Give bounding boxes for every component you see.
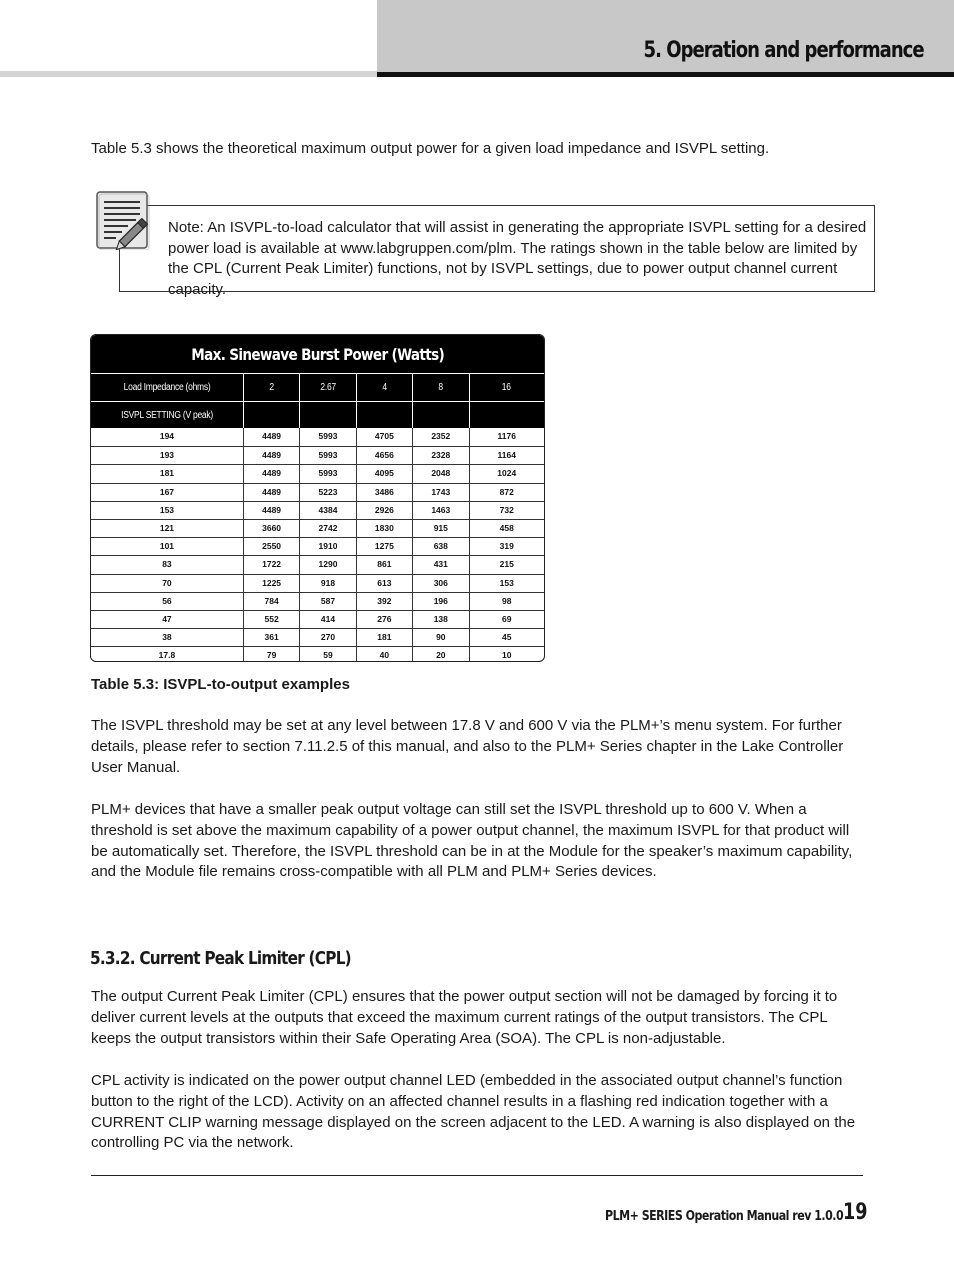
power-value-cell: 79 (243, 646, 299, 662)
power-value-cell: 2048 (412, 464, 468, 482)
table-row (91, 446, 544, 464)
power-value-cell: 638 (412, 537, 468, 555)
header-title-box (377, 0, 954, 72)
table-row (91, 555, 544, 573)
power-value-cell: 613 (356, 574, 412, 592)
impedance-header: 16 (469, 374, 545, 401)
table-caption: Table 5.3: ISVPL-to-output examples (91, 676, 350, 693)
intro-paragraph: Table 5.3 shows the theoretical maximum output power for a given load impedance and ISVPL setting. (91, 140, 770, 157)
power-value-cell: 59 (299, 646, 355, 662)
table-row (91, 501, 544, 519)
power-value-cell: 2328 (412, 446, 468, 464)
isvpl-value-cell: 83 (91, 555, 243, 573)
isvpl-value-cell: 70 (91, 574, 243, 592)
power-value-cell: 2926 (356, 501, 412, 519)
table-row (91, 592, 544, 610)
power-value-cell: 5223 (299, 483, 355, 501)
power-value-cell: 4489 (243, 428, 299, 446)
power-value-cell: 431 (412, 555, 468, 573)
power-value-cell: 1024 (469, 464, 545, 482)
header-cell (412, 401, 468, 428)
power-value-cell: 732 (469, 501, 545, 519)
isvpl-value-cell: 56 (91, 592, 243, 610)
header-gray-bar (0, 71, 377, 77)
power-value-cell: 1830 (356, 519, 412, 537)
power-value-cell: 2352 (412, 428, 468, 446)
power-value-cell: 3486 (356, 483, 412, 501)
paragraph-isvpl-threshold: The ISVPL threshold may be set at any level between 17.8 V and 600 V via the PLM+’s menu system. For further details, please refer to section 7.11.2.5 of this manual, and also to the PLM+ Series chapter in the Lake Controller User Manual. (91, 717, 844, 776)
power-value-cell: 552 (243, 610, 299, 628)
power-value-cell: 69 (469, 610, 545, 628)
power-value-cell: 215 (469, 555, 545, 573)
power-value-cell: 3660 (243, 519, 299, 537)
power-value-cell: 414 (299, 610, 355, 628)
power-value-cell: 1463 (412, 501, 468, 519)
header-cell (299, 401, 355, 428)
power-value-cell: 98 (469, 592, 545, 610)
page-number: 19 (843, 1200, 868, 1225)
isvpl-value-cell: 194 (159, 431, 175, 441)
power-table (90, 334, 545, 662)
footer-manual-title: PLM+ SERIES Operation Manual rev 1.0.0 (605, 1209, 844, 1224)
header-cell (356, 401, 412, 428)
power-value-cell: 10 (469, 646, 545, 662)
table-row (91, 610, 544, 628)
power-value-cell: 319 (469, 537, 545, 555)
paragraph-cpl-description: The output Current Peak Limiter (CPL) ensures that the power output section will not be damaged by forcing it to deliver current levels at the outputs that exceed the maximum current ratings of the output transistors. The CPL keeps the output transistors within their Safe Operating Area (SOA). The CPL is non-adjustable. (91, 988, 838, 1047)
isvpl-value-cell: 167 (91, 483, 243, 501)
note-pencil-icon (94, 190, 154, 250)
table-row (91, 628, 544, 646)
power-value-cell: 2742 (299, 519, 355, 537)
power-value-cell: 181 (356, 628, 412, 646)
power-value-cell: 270 (299, 628, 355, 646)
power-value-cell: 4489 (243, 446, 299, 464)
power-value-cell: 1910 (299, 537, 355, 555)
power-value-cell: 196 (412, 592, 468, 610)
power-value-cell: 392 (356, 592, 412, 610)
isvpl-value-cell: 17.8 (91, 646, 243, 662)
power-value-cell: 4705 (356, 428, 412, 446)
impedance-header: 4 (356, 374, 412, 401)
power-value-cell: 1164 (469, 446, 545, 464)
paragraph-plm-devices: PLM+ devices that have a smaller peak output voltage can still set the ISVPL threshold up to 600 V. When a threshold is set above the maximum capability of a power output channel, the maximum ISVPL for that product will be automatically set. Therefore, the ISVPL threshold can be in at the Module for the speaker’s maximum capability, and the Module file remains cross-compatible with all PLM and PLM+ Series devices. (91, 801, 853, 881)
header-cell (469, 401, 545, 428)
isvpl-value-cell: 101 (91, 537, 243, 555)
impedance-header: 2.67 (299, 374, 355, 401)
table-header-row (91, 373, 544, 401)
power-value-cell: 153 (469, 574, 545, 592)
impedance-header: 2 (243, 374, 299, 401)
power-value-cell: 2550 (243, 537, 299, 555)
isvpl-value-cell: 181 (91, 464, 243, 482)
power-value-cell: 4095 (356, 464, 412, 482)
power-value-cell: 4656 (356, 446, 412, 464)
table-row (91, 574, 544, 592)
power-value-cell: 861 (356, 555, 412, 573)
load-impedance-label: Load Impedance (ohms) (123, 382, 211, 393)
power-value-cell: 915 (412, 519, 468, 537)
table-row (91, 428, 544, 446)
power-value-cell: 20 (412, 646, 468, 662)
power-value-cell: 306 (412, 574, 468, 592)
power-value-cell: 1176 (469, 428, 545, 446)
power-value-cell: 1275 (356, 537, 412, 555)
table-row (91, 646, 544, 662)
header-cell (243, 401, 299, 428)
isvpl-value-cell: 47 (91, 610, 243, 628)
power-value-cell: 276 (356, 610, 412, 628)
power-value-cell: 4489 (243, 501, 299, 519)
paragraph-cpl-activity: CPL activity is indicated on the power output channel LED (embedded in the associated output channel’s function button to the right of the LCD). Activity on an affected channel results in a flashing red indication together with a CURRENT CLIP warning message displayed on the screen adjacent to the LED. A warning is also displayed on the controlling PC via the network. (91, 1072, 856, 1152)
power-value-cell: 5993 (299, 464, 355, 482)
power-value-cell: 784 (243, 592, 299, 610)
power-value-cell: 4489 (243, 483, 299, 501)
impedance-header: 8 (412, 374, 468, 401)
power-value-cell: 1225 (243, 574, 299, 592)
power-value-cell: 587 (299, 592, 355, 610)
power-value-cell: 458 (469, 519, 545, 537)
table-row (91, 519, 544, 537)
isvpl-value-cell: 121 (91, 519, 243, 537)
header-black-rule (377, 72, 954, 77)
isvpl-header-row (91, 401, 544, 428)
note-text: Note: An ISVPL-to-load calculator that will assist in generating the appropriate ISVPL setting for a desired power load is available at www.labgruppen.com/plm. The ratings shown in the table below are limited by the CPL (Current Peak Limiter) functions, not by ISVPL settings, due to power output channel current capacity. (168, 219, 867, 298)
power-value-cell: 1290 (299, 555, 355, 573)
power-value-cell: 45 (469, 628, 545, 646)
table-row (91, 464, 544, 482)
power-value-cell: 5993 (299, 428, 355, 446)
table-row (91, 537, 544, 555)
table-body (91, 428, 544, 662)
power-value-cell: 872 (469, 483, 545, 501)
table-row (91, 483, 544, 501)
isvpl-value-cell: 193 (91, 446, 243, 464)
table-title: Max. Sinewave Burst Power (Watts) (91, 335, 544, 373)
chapter-title: 5. Operation and performance (643, 38, 924, 63)
section-heading: 5.3.2. Current Peak Limiter (CPL) (90, 948, 351, 969)
power-value-cell: 5993 (299, 446, 355, 464)
power-value-cell: 1743 (412, 483, 468, 501)
power-value-cell: 138 (412, 610, 468, 628)
isvpl-value-cell: 153 (91, 501, 243, 519)
power-value-cell: 4489 (243, 464, 299, 482)
power-value-cell: 90 (412, 628, 468, 646)
power-value-cell: 4384 (299, 501, 355, 519)
power-value-cell: 361 (243, 628, 299, 646)
power-value-cell: 918 (299, 574, 355, 592)
power-value-cell: 40 (356, 646, 412, 662)
power-value-cell: 1722 (243, 555, 299, 573)
isvpl-value-cell: 38 (91, 628, 243, 646)
footer-rule (91, 1175, 863, 1176)
isvpl-setting-label: ISVPL SETTING (V peak) (91, 401, 243, 428)
